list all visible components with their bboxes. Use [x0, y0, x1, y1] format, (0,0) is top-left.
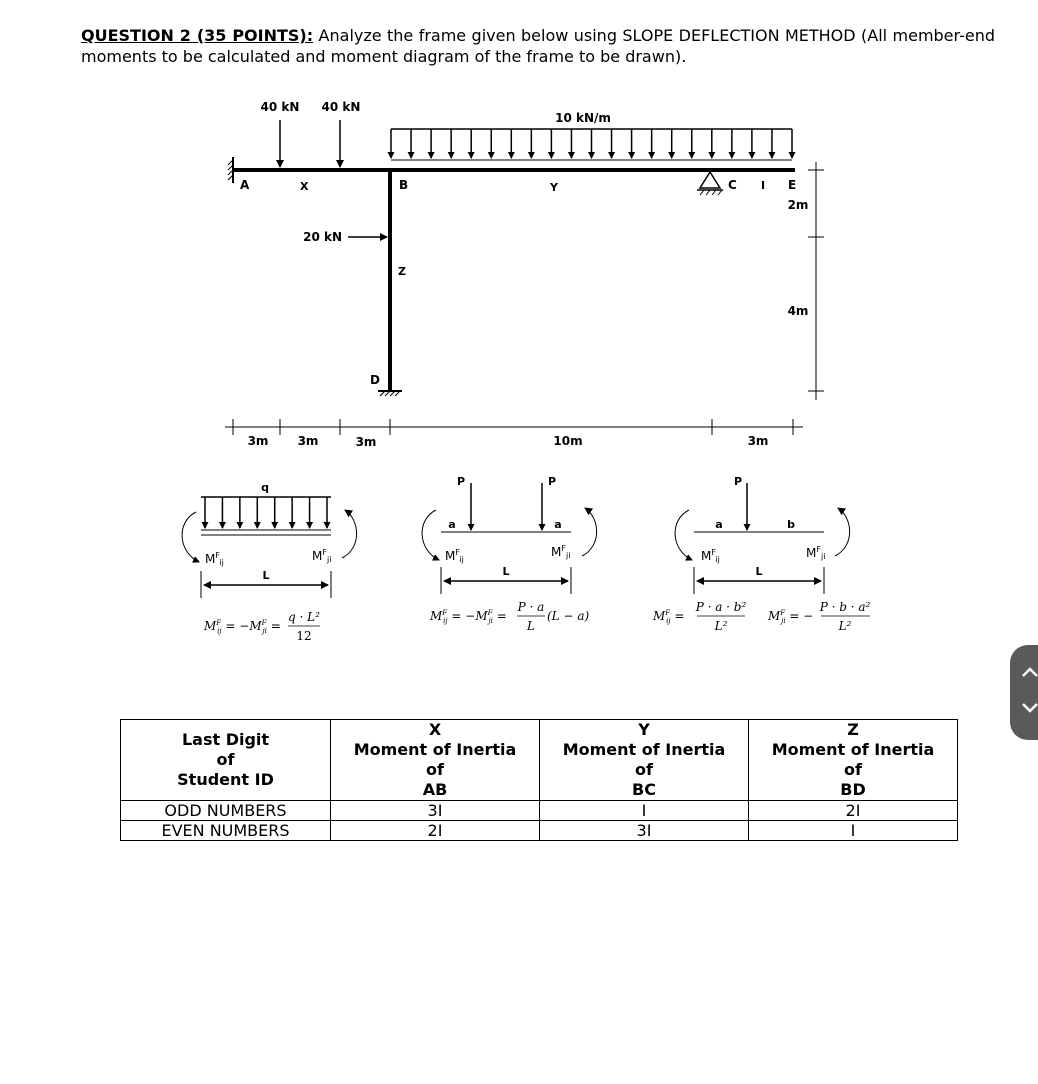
fem2-L-label: L — [502, 565, 510, 578]
svg-text:MFij = −MFji =: $M^F$ ij = $-M^F$ ji = — [430, 609, 507, 625]
table-row — [121, 801, 958, 821]
point-load-2-label: 40 kN — [321, 100, 361, 114]
fem2-formula-den: L — [527, 619, 535, 633]
svg-text:MFij: $M^F_{ij}$ — [205, 551, 224, 567]
fem1-formula-num: q · L² — [288, 610, 320, 624]
table-cell: EVEN NUMBERS — [121, 821, 331, 841]
table-cell: I — [749, 821, 958, 841]
svg-text:MFji = −: $M^F$ ji = − — [768, 609, 814, 625]
table-cell: 2I — [749, 801, 958, 821]
question-body: Analyze the frame given below using SLOPE DEFLECTION METHOD (All member-end moments to be calculated and moment diagram of the frame to be drawn). — [81, 26, 995, 66]
fem3-L-label: L — [755, 565, 763, 578]
node-d-label: D — [370, 373, 380, 387]
fem3-b-label: b — [787, 518, 795, 531]
fem3-a-label: a — [715, 518, 723, 531]
table-cell: I — [540, 801, 749, 821]
node-a-label: A — [240, 178, 250, 192]
fixed-support-d — [378, 391, 402, 396]
svg-text:MFij: $M^F_{ij}$ — [445, 548, 464, 564]
svg-text:MFji: $M^F_{ji}$ — [312, 548, 332, 564]
fem1-formula-den: 12 — [296, 629, 312, 643]
horizontal-dimension-line — [225, 419, 803, 435]
header-last-digit: Last Digit of Student ID — [121, 720, 331, 801]
moment-of-inertia-table — [120, 719, 958, 841]
vertical-dimension-line — [808, 162, 824, 400]
question-heading: QUESTION 2 (35 POINTS): — [81, 26, 314, 45]
dim-3m-3: 3m — [355, 435, 377, 449]
header-z: Z Moment of Inertia of BD — [749, 720, 958, 801]
fem-case-two-points — [422, 475, 597, 633]
fixed-support-a — [228, 157, 233, 183]
table-header-row — [121, 720, 958, 801]
fem3-f2-num: P · b · a² — [819, 600, 871, 614]
header-x: X Moment of Inertia of AB — [331, 720, 540, 801]
fem2-p1-label: P — [456, 475, 466, 488]
svg-text:MFij = −MFji =: $M^F$ ij = $-M^F$ ji = — [204, 619, 281, 635]
fem3-p-label: P — [733, 475, 743, 488]
fem-case-single-point — [652, 475, 870, 633]
table-row — [121, 821, 958, 841]
dim-10m: 10m — [553, 434, 583, 448]
node-b-label: B — [399, 178, 409, 192]
pin-support-c — [697, 172, 723, 195]
table-cell: 3I — [540, 821, 749, 841]
dim-3m-1: 3m — [247, 434, 269, 448]
fem1-q-label: q — [261, 481, 269, 494]
dim-4m: 4m — [787, 304, 809, 318]
fem2-formula-tail: (L − a) — [547, 609, 590, 623]
member-x-label: X — [300, 180, 309, 193]
header-y: Y Moment of Inertia of BC — [540, 720, 749, 801]
fem3-f1-den: L² — [714, 619, 728, 633]
horizontal-load-label: 20 kN — [303, 230, 342, 244]
segment-i-label: I — [761, 179, 766, 192]
table-cell: 3I — [331, 801, 540, 821]
fem-case-udl — [182, 481, 357, 643]
node-c-label: C — [728, 178, 737, 192]
member-y-label: Y — [550, 181, 558, 194]
svg-text:MFji: $M^F_{ji}$ — [551, 544, 571, 560]
svg-text:MFji: $M^F_{ji}$ — [806, 545, 826, 561]
member-z-label: Z — [398, 265, 406, 278]
node-e-label: E — [788, 178, 797, 192]
page-scroll-widget — [1010, 645, 1038, 740]
dim-3m-2: 3m — [297, 434, 319, 448]
svg-text:MFij: $M^F_{ij}$ — [701, 548, 720, 564]
dim-3m-4: 3m — [747, 434, 769, 448]
table-cell: ODD NUMBERS — [121, 801, 331, 821]
fem1-L-label: L — [262, 569, 270, 582]
fem3-f2-den: L² — [838, 619, 852, 633]
table-cell: 2I — [331, 821, 540, 841]
fem2-a2-label: a — [554, 518, 562, 531]
svg-text:MFij =: $M^F$ ij = — [653, 609, 685, 625]
udl-label: 10 kN/m — [555, 111, 611, 125]
dim-2m: 2m — [787, 198, 809, 212]
distributed-load — [391, 129, 792, 160]
fem2-formula-num: P · a — [517, 600, 545, 614]
point-load-1-label: 40 kN — [260, 100, 300, 114]
fem2-a1-label: a — [448, 518, 456, 531]
fem3-f1-num: P · a · b² — [695, 600, 747, 614]
fem2-p2-label: P — [547, 475, 557, 488]
